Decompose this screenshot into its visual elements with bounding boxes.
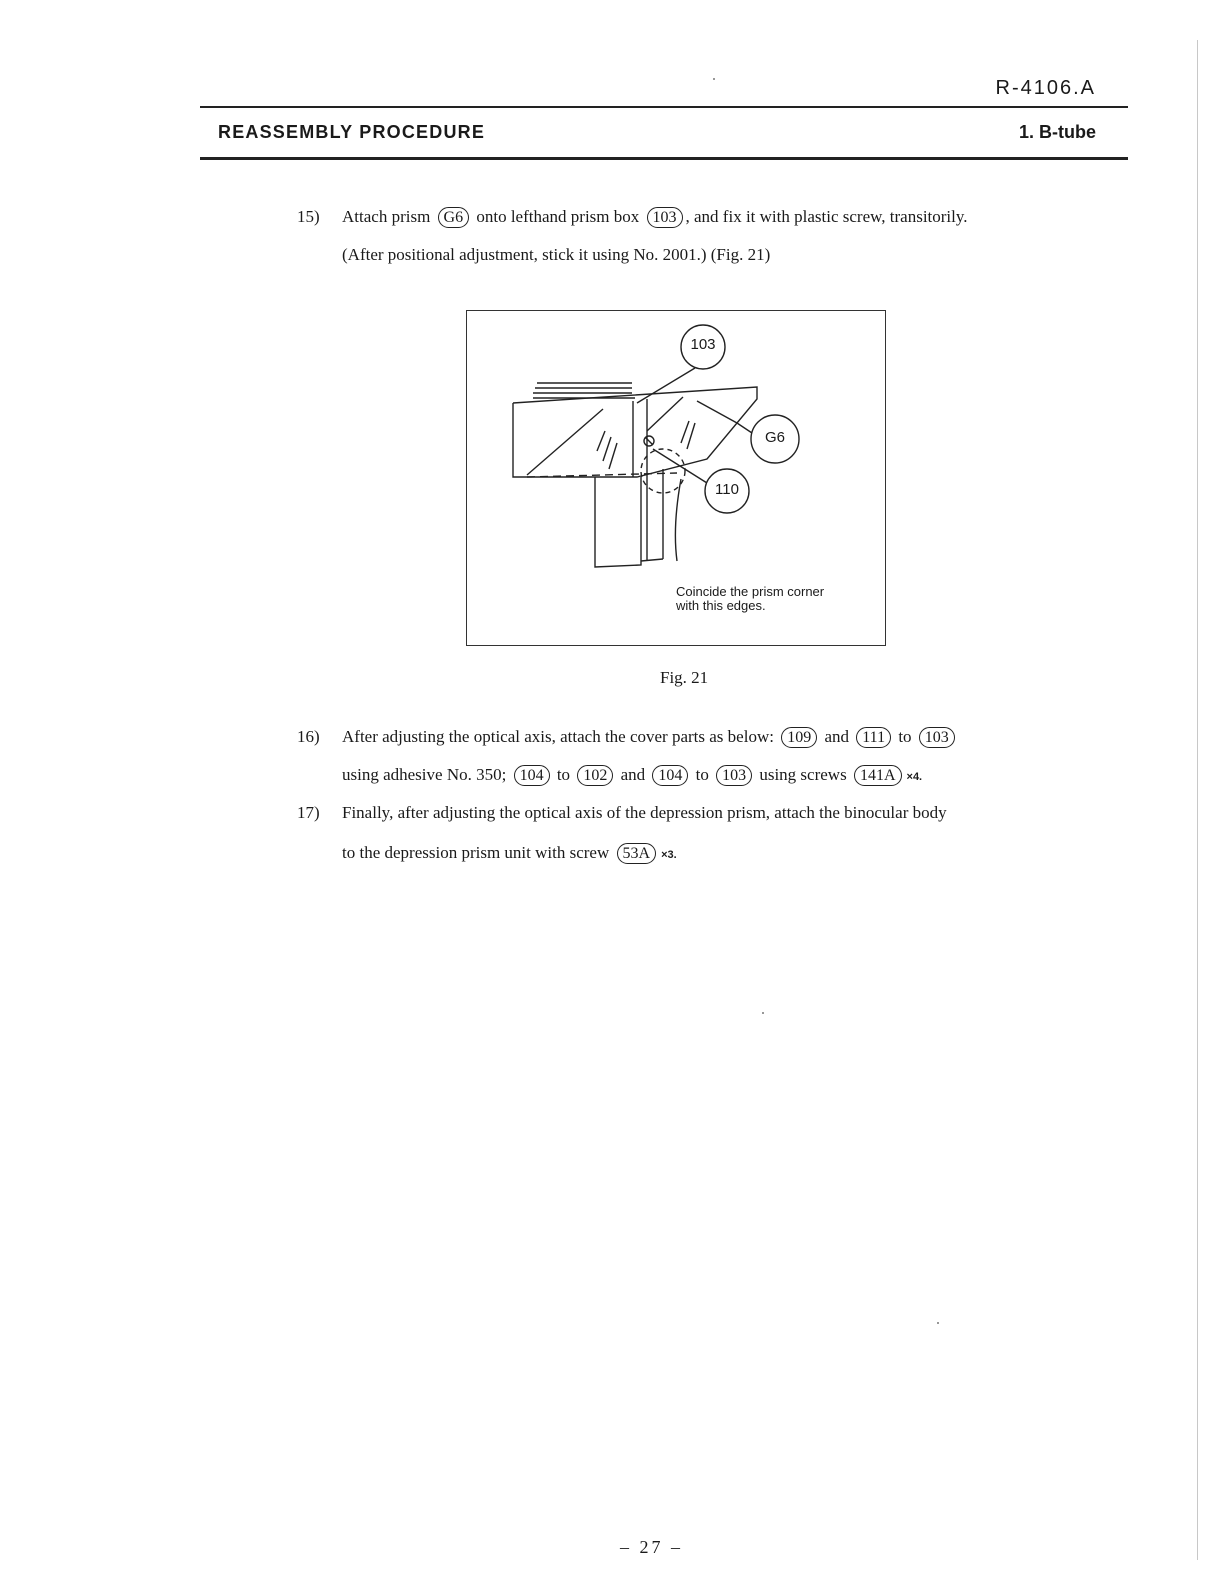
text: to the depression prism unit with screw: [342, 843, 610, 862]
part-ref: 103: [716, 765, 752, 786]
text: Attach prism: [342, 207, 431, 226]
callout-label: 103: [690, 336, 716, 353]
page-number: – 27 –: [620, 1537, 683, 1557]
text: and: [620, 765, 646, 784]
quantity: ×3.: [661, 849, 677, 861]
section-title: REASSEMBLY PROCEDURE: [218, 122, 486, 142]
text: After adjusting the optical axis, attach the cover parts as below:: [342, 727, 774, 746]
part-ref: 111: [856, 727, 891, 748]
step-text-line: Finally, after adjusting the optical axis of the depression prism, attach the binocular body: [342, 803, 947, 822]
quantity: ×4.: [906, 771, 923, 783]
part-ref: G6: [438, 207, 470, 228]
step-text-line: [342, 765, 922, 786]
text: using screws: [759, 765, 847, 784]
scan-speck: [713, 78, 715, 80]
step-number: 15): [297, 207, 320, 226]
part-ref: 109: [781, 727, 817, 748]
part-ref: 103: [647, 207, 683, 228]
part-ref: 53A: [617, 843, 657, 864]
figure-note-line: Coincide the prism corner: [676, 584, 825, 599]
step-text-line: [342, 843, 677, 864]
figure-caption: Fig. 21: [660, 668, 709, 687]
text: and: [824, 727, 849, 746]
step-text-line: [342, 207, 968, 228]
document-code: R-4106.A: [995, 77, 1096, 99]
part-ref: 104: [652, 765, 688, 786]
header-rule-bottom: [200, 157, 1128, 160]
section-subtitle: 1. B-tube: [1018, 122, 1096, 142]
scan-speck: [762, 1012, 764, 1014]
text: onto lefthand prism box: [476, 207, 640, 226]
text: to: [556, 765, 571, 784]
text: to: [695, 765, 709, 784]
header-rule-top: [200, 106, 1128, 108]
figure-21: [466, 310, 886, 646]
figure-note-line: with this edges.: [676, 598, 766, 613]
part-ref: 103: [919, 727, 955, 748]
part-ref: 141A: [854, 765, 902, 786]
step-text-line: [342, 727, 958, 748]
text: to: [898, 727, 912, 746]
part-ref: 102: [577, 765, 613, 786]
text: using adhesive No. 350;: [342, 765, 507, 784]
part-ref: 104: [514, 765, 550, 786]
callout-label: G6: [764, 429, 785, 446]
text: , and fix it with plastic screw, transitorily.: [685, 207, 968, 226]
scan-edge-line: [1197, 40, 1198, 1560]
figure-note: [676, 585, 824, 613]
scan-speck: [937, 1322, 939, 1324]
step-text-line: (After positional adjustment, stick it using No. 2001.) (Fig. 21): [342, 245, 771, 264]
callout-label: 110: [715, 481, 739, 498]
step-number: 17): [297, 803, 320, 822]
step-number: 16): [297, 727, 320, 746]
